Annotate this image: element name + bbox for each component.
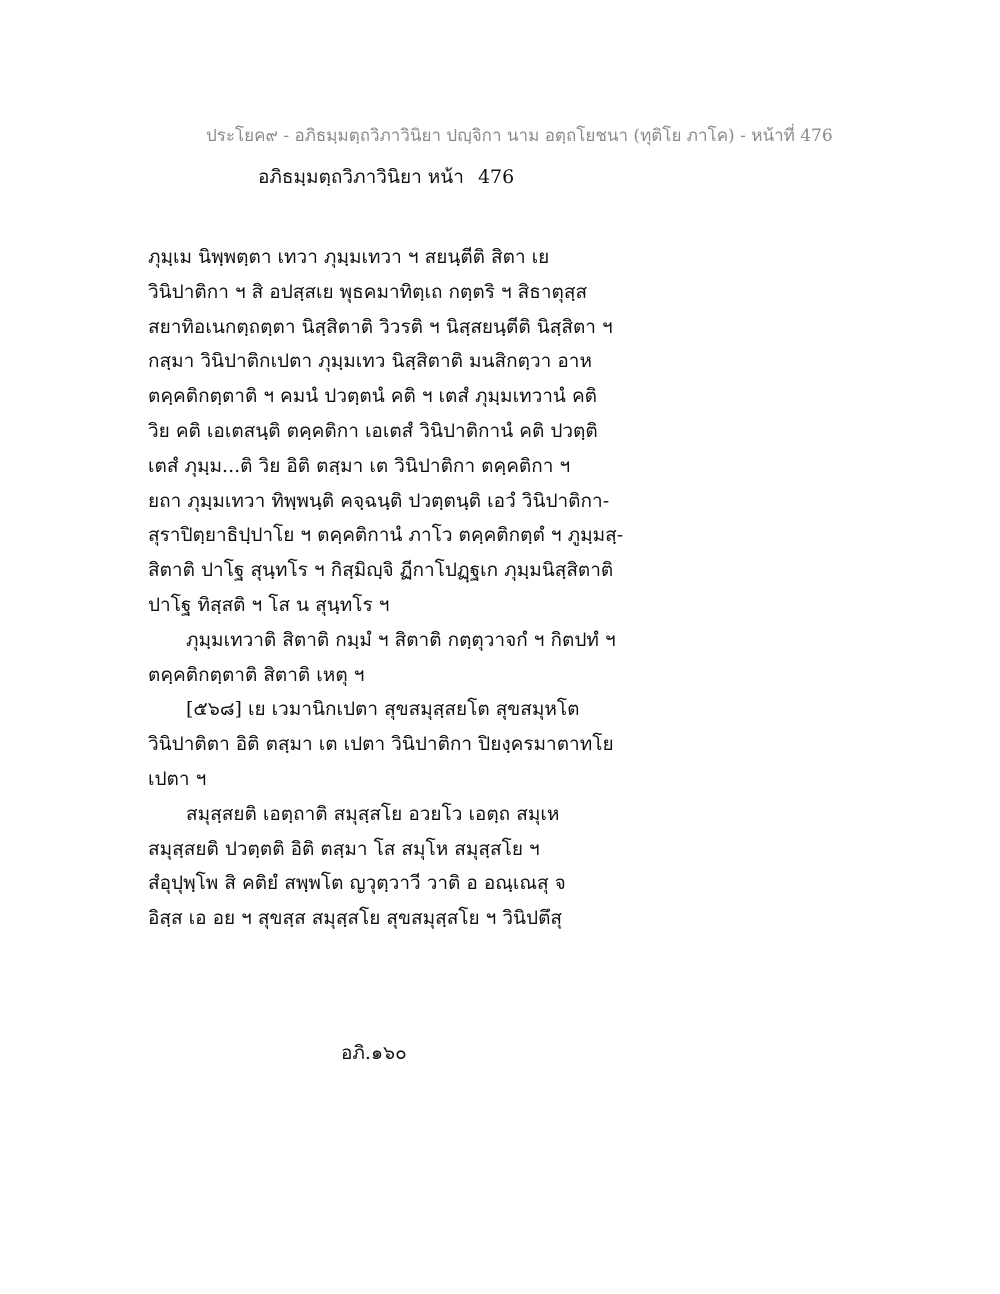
text-line: วินิปาติตา อิติ ตสฺมา เต เปตา วินิปาติกา ปิยงฺครมาตาทโย — [148, 733, 614, 756]
text-line: กสฺมา วินิปาติกเปตา ภุมฺมเทว นิสฺสิตาติ มนสิกตฺวา อาห — [148, 350, 592, 373]
text-line: สมุสฺสยติ ปวตฺตติ อิติ ตสฺมา โส สมุโห สมุสฺสโย ฯ — [148, 837, 540, 860]
text-line: ภุมฺเม นิพฺพตฺตา เทวา ภุมฺมเทวา ฯ สยนฺตีติ สิตา เย — [148, 246, 550, 268]
text-line: สุราปิตฺยาธิปฺปาโย ฯ ตคฺคติกานํ ภาโว ตคฺคติกตฺตํ ฯ ภูมฺมสฺ- — [148, 524, 624, 547]
text-line: สํอุปุพฺโพ สิ คติยํ สพฺพโต ญวุตฺวาวี วาติ อ อณฺเณสุ จ — [148, 872, 566, 895]
text-line: สิตาติ ปาโฐ สุนฺทโร ฯ กิสฺมิญฺจิ ฏีกาโปฏฺฐเก ภุมฺมนิสฺสิตาติ — [148, 559, 614, 582]
text-line: วินิปาติกา ฯ สิ อปสฺสเย พุธคมาทิตฺเถ กตฺตริ ฯ สิธาตุสฺส — [148, 280, 588, 303]
text-line: เปตา ฯ — [148, 767, 207, 790]
text-line: เตสํ ภุมฺม...ติ วิย อิติ ตสฺมา เต วินิปาติกา ตคฺคติกา ฯ — [148, 454, 571, 477]
text-line: ตคฺคติกตฺตาติ สิตาติ เหตุ ฯ — [148, 663, 365, 686]
text-line: ภุมฺมเทวาติ สิตาติ กมฺมํ ฯ สิตาติ กตฺตุวาจกํ ฯ กิตปทํ ฯ — [186, 628, 616, 651]
book-title: อภิธมฺมตฺถวิภาวินิยา หน้า — [258, 166, 464, 188]
text-line: สยาทิอเนกตฺถตฺตา นิสฺสิตาติ วิวรติ ฯ นิสฺสยนฺตีติ นิสฺสิตา ฯ — [148, 315, 613, 338]
text-line: วิย คติ เอเตสนฺติ ตคฺคติกา เอเตสํ วินิปาติกานํ คติ ปวตฺติ — [148, 419, 598, 442]
text-line: ตคฺคติกตฺตาติ ฯ คมนํ ปวตฺตนํ คติ ฯ เตสํ ภุมฺมเทวานํ คติ — [148, 385, 598, 408]
text-line: [๕๖๘] เย เวมานิกเปตา สุขสมุสฺสยโต สุขสมุหโต — [186, 698, 580, 721]
page-heading — [258, 162, 514, 192]
page-number: 476 — [477, 166, 515, 188]
text-line: สมุสฺสยติ เอตฺถาติ สมุสฺสโย อวยโว เอตฺถ สมุเห — [186, 802, 560, 825]
text-line: อิสฺส เอ อย ฯ สุขสฺส สมุสฺสโย สุขสมุสฺสโย ฯ วินิปตึสุ — [148, 907, 563, 930]
running-header: ประโยค๙ - อภิธมฺมตฺถวิภาวินิยา ปญฺจิกา นาม อตฺถโยชนา (ทุติโย ภาโค) - หน้าที่ 476 — [206, 126, 833, 146]
footer-code: อภิ.๑๖๐ — [341, 1042, 407, 1064]
body-text — [148, 240, 708, 936]
text-line: ปาโฐ ทิสฺสติ ฯ โส น สุนฺทโร ฯ — [148, 593, 390, 616]
text-line: ยถา ภุมฺมเทวา ทิพฺพนฺติ คจฺฉนฺติ ปวตฺตนฺติ เอวํ วินิปาติกา- — [148, 489, 610, 512]
